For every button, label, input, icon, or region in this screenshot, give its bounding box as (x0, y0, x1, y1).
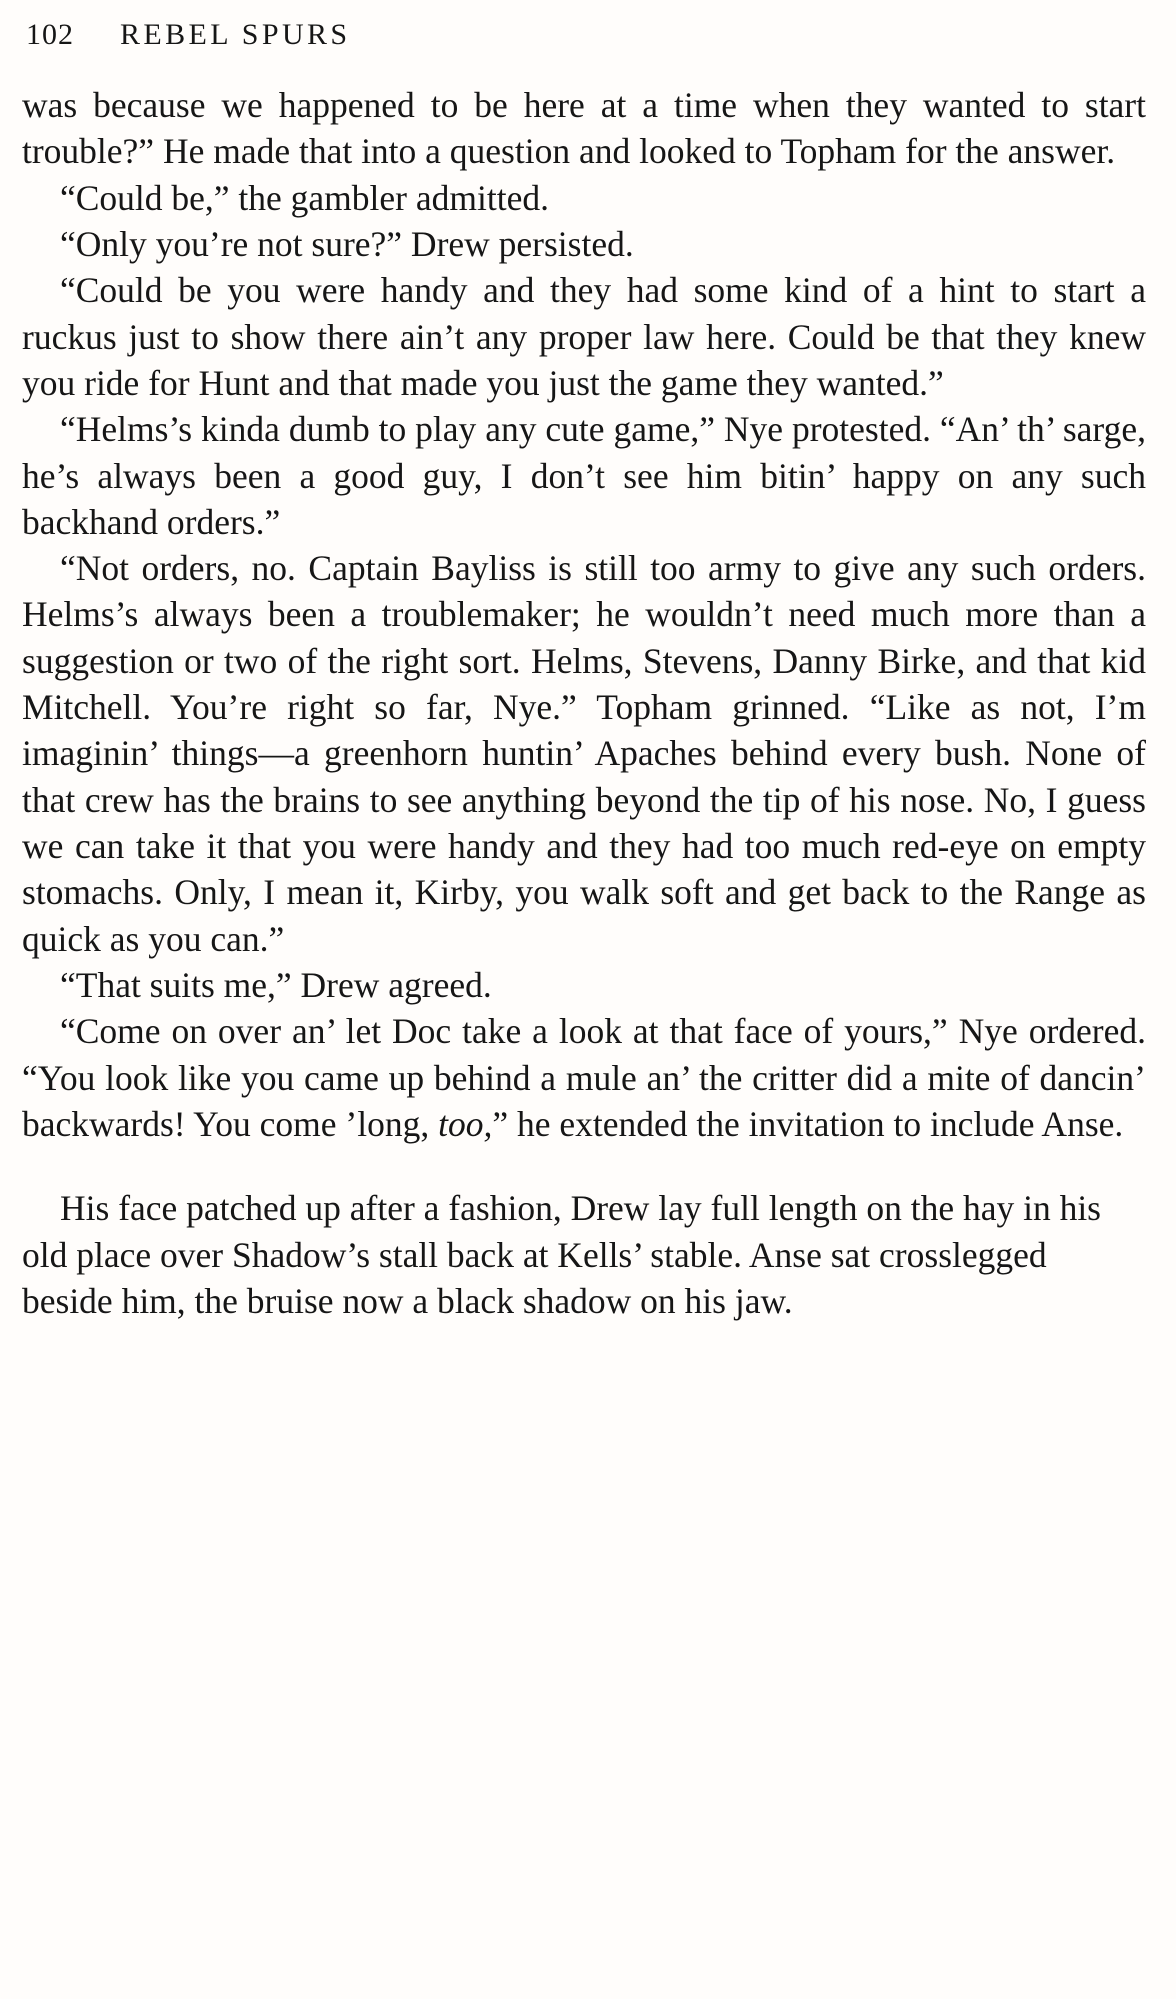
running-head (26, 18, 1146, 52)
paragraph-1: was because we happened to be here at a time when they wanted to start trouble?” He made that into a question and looked to Topham for the answer. (22, 85, 1146, 172)
paragraph-2: “Could be,” the gambler admitted. (60, 177, 549, 218)
paragraph-4: “Could be you were handy and they had some kind of a hint to start a ruckus just to show there ain’t any proper law here. Could be that they knew you ride for Hunt and that made you just the game they wanted.” (22, 270, 1146, 403)
paragraph-7: “That suits me,” Drew agreed. (60, 964, 492, 1005)
paragraph-9: His face patched up after a fashion, Drew lay full length on the hay in his old place over Shadow’s stall back at Kells’ stable. Anse sat crosslegged beside him, the bruise now a black shadow on his jaw. (22, 1188, 1101, 1321)
paragraph-8-tail: ” he extended the invitation to include Anse. (492, 1103, 1124, 1144)
paragraph-8-italic: too, (438, 1103, 493, 1144)
page-body (22, 82, 1146, 1324)
paragraph-8-lead: “Come on over an’ let Doc take a look at that face of yours,” Nye ordered. “You look like you came up behind a mule an’ the critter did a mite of dancin’ backwards! You come ’long, (22, 1011, 1146, 1144)
paragraph-6: “Not orders, no. Captain Bayliss is still too army to give any such orders. Helms’s always been a troublemaker; he wouldn’t need much more than a suggestion or two of the right sort. Helms, Stevens, Danny Birke, and that kid Mitchell. You’re right so far, Nye.” Topham grinned. “Like as not, I’m imaginin’ things—a greenhorn huntin’ Apaches behind every bush. None of that crew has the brains to see anything beyond the tip of his nose. No, I guess we can take it that you were handy and they had too much red-eye on empty stomachs. Only, I mean it, Kirby, you walk soft and get back to the Range as quick as you can.” (22, 548, 1146, 959)
paragraph-5: “Helms’s kinda dumb to play any cute game,” Nye protested. “An’ th’ sarge, he’s always been a good guy, I don’t see him bitin’ happy on any such backhand orders.” (22, 409, 1146, 542)
page-folio: 102 (26, 18, 74, 51)
paragraph-3: “Only you’re not sure?” Drew persisted. (60, 223, 634, 264)
paragraph-8 (22, 1008, 1146, 1147)
running-title: REBEL SPURS (120, 18, 351, 51)
